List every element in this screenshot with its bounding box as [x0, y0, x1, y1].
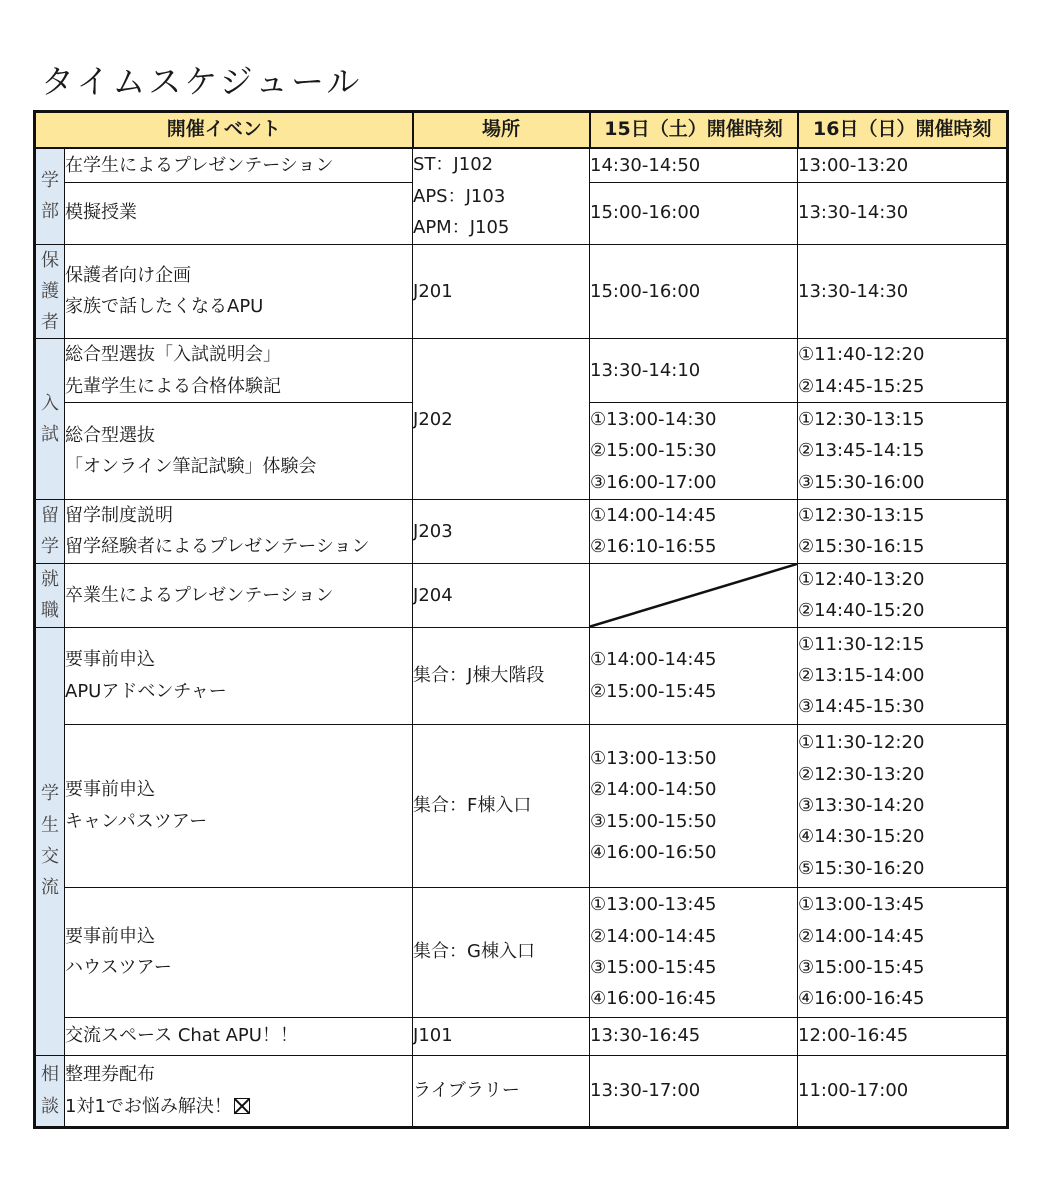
category-sodan: [35, 1055, 65, 1127]
cell-line: ①12:30-13:15: [798, 505, 925, 527]
cell-line: キャンパスツアー: [65, 810, 208, 832]
cell-line: 在学生によるプレゼンテーション: [65, 154, 334, 176]
category-char: 部: [41, 201, 59, 223]
cell-line: ライブラリー: [413, 1079, 520, 1101]
day16-cell: [798, 1055, 1008, 1127]
event-cell: [65, 627, 413, 724]
cell-line: 模擬授業: [65, 202, 137, 224]
cell-line: 留学制度説明: [65, 505, 173, 527]
table-row: [35, 499, 1008, 563]
cell-line: ②15:30-16:15: [798, 536, 925, 558]
header-location: 場所: [413, 112, 590, 149]
cell-line: 13:30-14:30: [798, 280, 909, 302]
cell-line: 14:30-14:50: [590, 154, 701, 176]
cell-line: 整理券配布: [65, 1064, 155, 1086]
event-cell: [65, 1017, 413, 1055]
category-char: 生: [41, 814, 59, 836]
location-cell: [413, 563, 590, 627]
schedule-table: [33, 110, 1009, 1129]
table-row: [35, 148, 1008, 182]
cell-line: 13:30-17:00: [590, 1079, 701, 1101]
cell-line: ①14:00-14:45: [590, 649, 717, 671]
category-hogosha: [35, 244, 65, 339]
cell-line: ②14:45-15:25: [798, 375, 925, 397]
day15-cell: [590, 887, 798, 1017]
cell-line: ①11:40-12:20: [798, 344, 925, 366]
cell-line: 家族で話したくなるAPU: [65, 296, 264, 318]
cell-line: ①13:00-13:50: [590, 747, 717, 769]
table-row: [35, 1055, 1008, 1127]
category-shushoku: [35, 563, 65, 627]
cell-line: ②14:00-14:45: [798, 925, 925, 947]
cell-line: APM：J105: [413, 216, 510, 238]
day16-cell: [798, 627, 1008, 724]
category-char: 流: [41, 877, 59, 899]
day15-cell: [590, 148, 798, 182]
category-nyushi: [35, 339, 65, 500]
header-event: 開催イベント: [35, 112, 413, 149]
cell-line: ③16:00-17:00: [590, 471, 717, 493]
cell-line: 集合：J棟大階段: [413, 664, 545, 686]
cell-line: APUアドベンチャー: [65, 680, 227, 702]
day16-cell: [798, 182, 1008, 244]
cell-line: ③13:30-14:20: [798, 794, 925, 816]
location-cell: [413, 1055, 590, 1127]
day16-cell: [798, 563, 1008, 627]
location-cell: [413, 724, 590, 887]
table-row: [35, 627, 1008, 724]
day16-cell: [798, 244, 1008, 339]
day16-cell: [798, 887, 1008, 1017]
day15-cell: [590, 244, 798, 339]
cell-line: 総合型選抜: [65, 424, 155, 446]
day15-cell: [590, 724, 798, 887]
cell-line: 集合：G棟入口: [413, 941, 535, 963]
table-row: [35, 724, 1008, 887]
cell-line: ①11:30-12:20: [798, 732, 925, 754]
cell-line: J203: [413, 520, 453, 542]
cell-line: ⑤15:30-16:20: [798, 857, 925, 879]
table-row: [35, 563, 1008, 627]
cell-line: ②16:10-16:55: [590, 536, 717, 558]
event-cell: [65, 499, 413, 563]
header-day16: 16日（日）開催時刻: [798, 112, 1008, 149]
table-row: [35, 244, 1008, 339]
cell-line: 卒業生によるプレゼンテーション: [65, 584, 334, 606]
category-char: 者: [41, 312, 59, 334]
cell-line: 15:00-16:00: [590, 280, 701, 302]
table-row: [35, 1017, 1008, 1055]
category-char: 入: [41, 392, 59, 414]
event-cell: [65, 563, 413, 627]
location-cell: [413, 244, 590, 339]
day16-cell: [798, 1017, 1008, 1055]
cell-line: 1対1でお悩み解決！: [65, 1091, 412, 1122]
day16-cell: [798, 402, 1008, 499]
cell-line: J201: [413, 280, 453, 302]
cell-line: 13:30-14:30: [798, 202, 909, 224]
location-cell: [413, 148, 590, 244]
category-char: 学: [41, 536, 59, 558]
cell-line: J101: [413, 1025, 453, 1047]
day15-empty-cell: [590, 563, 798, 627]
category-char: 就: [41, 568, 59, 590]
location-cell: [413, 499, 590, 563]
x-box-icon: [234, 1098, 250, 1114]
location-cell: [413, 887, 590, 1017]
day15-cell: [590, 499, 798, 563]
category-char: 相: [41, 1064, 59, 1086]
table-row: [35, 339, 1008, 403]
day15-cell: [590, 182, 798, 244]
cell-line: APS：J103: [413, 185, 506, 207]
day16-cell: [798, 499, 1008, 563]
diagonal-slash: [590, 564, 797, 627]
category-gakubu: [35, 148, 65, 244]
cell-line: ハウスツアー: [65, 957, 172, 979]
cell-line: 12:00-16:45: [798, 1025, 909, 1047]
category-char: 交: [41, 846, 59, 868]
location-cell: [413, 1017, 590, 1055]
event-cell: [65, 148, 413, 182]
event-cell: [65, 724, 413, 887]
cell-line: ①13:00-13:45: [590, 894, 717, 916]
category-char: 職: [41, 600, 59, 622]
category-char: 学: [41, 783, 59, 805]
category-ryugaku: [35, 499, 65, 563]
category-char: 談: [41, 1095, 59, 1117]
cell-line: ②14:00-14:50: [590, 779, 717, 801]
cell-line: ③15:30-16:00: [798, 471, 925, 493]
cell-line: ②14:40-15:20: [798, 600, 925, 622]
cell-line: 「オンライン筆記試験」体験会: [65, 455, 317, 477]
cell-line: 保護者向け企画: [65, 265, 191, 287]
event-cell: [65, 244, 413, 339]
table-row: [35, 887, 1008, 1017]
day15-cell: [590, 627, 798, 724]
event-cell: [65, 887, 413, 1017]
category-koryu: [35, 627, 65, 1055]
category-char: 試: [41, 424, 59, 446]
cell-line: ①13:00-13:45: [798, 894, 925, 916]
cell-line: 総合型選抜「入試説明会」: [65, 344, 281, 366]
cell-line: ③15:00-15:50: [590, 810, 717, 832]
location-cell: [413, 627, 590, 724]
cell-line: 交流スペース Chat APU！！: [65, 1025, 298, 1047]
header-row: [35, 112, 1008, 149]
cell-line: 13:30-14:10: [590, 360, 701, 382]
cell-line: ②14:00-14:45: [590, 925, 717, 947]
cell-line: 11:00-17:00: [798, 1079, 909, 1101]
cell-line: 13:30-16:45: [590, 1025, 701, 1047]
cell-line: ST：J102: [413, 154, 494, 176]
cell-line: ②13:15-14:00: [798, 664, 925, 686]
cell-line: ③14:45-15:30: [798, 696, 925, 718]
event-cell: [65, 402, 413, 499]
day15-cell: [590, 339, 798, 403]
day16-cell: [798, 148, 1008, 182]
cell-line: ③15:00-15:45: [590, 957, 717, 979]
cell-line: ①13:00-14:30: [590, 409, 717, 431]
day16-cell: [798, 339, 1008, 403]
event-cell: [65, 182, 413, 244]
cell-line: ②13:45-14:15: [798, 440, 925, 462]
cell-line: ④16:00-16:45: [590, 988, 717, 1010]
cell-line: 留学経験者によるプレゼンテーション: [65, 536, 370, 558]
cell-line: ④16:00-16:50: [590, 841, 717, 863]
cell-line: 集合：F棟入口: [413, 794, 532, 816]
event-cell: [65, 339, 413, 403]
category-char: 留: [41, 505, 59, 527]
cell-line: 要事前申込: [65, 649, 155, 671]
cell-line: 先輩学生による合格体験記: [65, 375, 281, 397]
cell-line: ③15:00-15:45: [798, 957, 925, 979]
day15-cell: [590, 1017, 798, 1055]
day15-cell: [590, 402, 798, 499]
day15-cell: [590, 1055, 798, 1127]
cell-line: ①14:00-14:45: [590, 505, 717, 527]
page-title: タイムスケジュール: [41, 62, 363, 101]
cell-line: J204: [413, 584, 453, 606]
cell-line: ①11:30-12:15: [798, 633, 925, 655]
cell-line: ④16:00-16:45: [798, 988, 925, 1010]
category-char: 学: [41, 169, 59, 191]
location-cell: [413, 339, 590, 500]
cell-line: ②15:00-15:45: [590, 680, 717, 702]
category-char: 護: [41, 280, 59, 302]
day16-cell: [798, 724, 1008, 887]
cell-line: ①12:30-13:15: [798, 409, 925, 431]
cell-line: ④14:30-15:20: [798, 826, 925, 848]
cell-line: ②12:30-13:20: [798, 763, 925, 785]
cell-line: ②15:00-15:30: [590, 440, 717, 462]
cell-line: 要事前申込: [65, 779, 155, 801]
cell-line: 要事前申込: [65, 925, 155, 947]
category-char: 保: [41, 249, 59, 271]
cell-line: 15:00-16:00: [590, 202, 701, 224]
cell-line: 13:00-13:20: [798, 154, 909, 176]
cell-line: J202: [413, 408, 453, 430]
header-day15: 15日（土）開催時刻: [590, 112, 798, 149]
cell-line: ①12:40-13:20: [798, 568, 925, 590]
event-cell: [65, 1055, 413, 1127]
